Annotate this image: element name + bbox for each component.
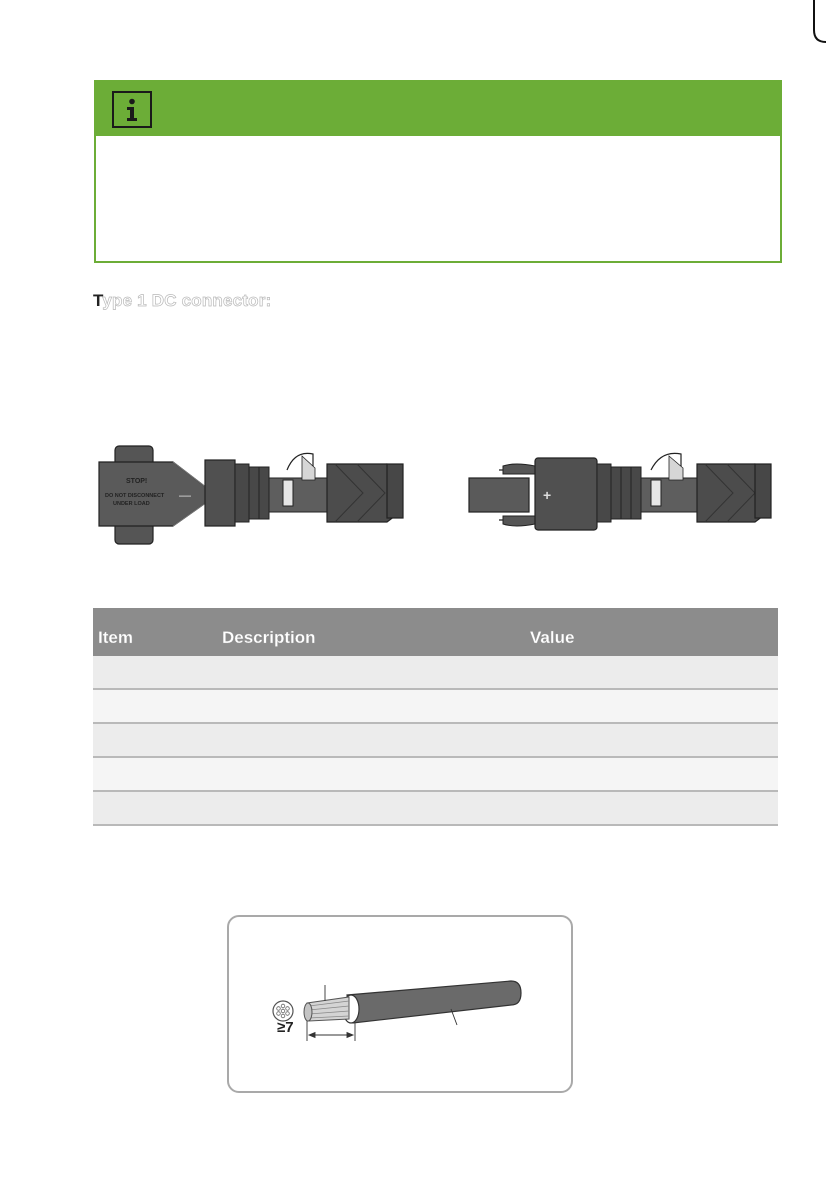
notice-body — [96, 136, 780, 168]
table-cell — [525, 689, 778, 723]
table-cell — [93, 791, 217, 825]
info-icon — [112, 91, 152, 128]
table-row — [93, 656, 778, 689]
table-cell — [217, 656, 525, 689]
header-value: Value — [525, 608, 778, 656]
cable-strip-figure — [227, 915, 573, 1093]
table-cell — [93, 689, 217, 723]
positive-symbol: + — [543, 487, 552, 503]
table-row — [93, 757, 778, 791]
connector-spec-table — [93, 608, 778, 826]
table-row — [93, 791, 778, 825]
header-description: Description — [217, 608, 525, 656]
negative-stop-label: STOP! — [126, 478, 148, 485]
header-item: Item — [93, 608, 217, 656]
table-cell — [93, 656, 217, 689]
table-cell — [525, 656, 778, 689]
stripped-cable-illustration — [229, 917, 571, 1091]
negative-connector — [99, 446, 403, 544]
positive-connector — [469, 453, 771, 530]
negative-symbol: — — [179, 488, 191, 502]
table-cell — [217, 689, 525, 723]
dc-connector-illustration — [95, 440, 785, 550]
cable-cross-section-icon — [273, 1001, 293, 1021]
table-cell — [525, 723, 778, 757]
strip-length-label: ≥7 — [277, 1019, 294, 1036]
heading-first-letter: T — [93, 291, 103, 310]
info-glyph-icon — [125, 98, 139, 122]
table-header-row — [93, 608, 778, 656]
table-cell — [93, 757, 217, 791]
table-cell — [217, 757, 525, 791]
negative-warning-line2: DO NOT DISCONNECT — [105, 493, 165, 499]
page-edge-mark — [812, 0, 828, 44]
information-notice — [94, 80, 782, 263]
table-cell — [525, 791, 778, 825]
notice-header — [96, 82, 780, 136]
strip-length-dimension — [307, 1021, 355, 1041]
table-cell — [217, 791, 525, 825]
negative-warning-line3: UNDER LOAD — [113, 501, 150, 507]
table-cell — [525, 757, 778, 791]
table-row — [93, 689, 778, 723]
table-cell — [217, 723, 525, 757]
table-row — [93, 723, 778, 757]
heading-rest: ype 1 DC connector: — [102, 291, 272, 310]
section-heading — [93, 291, 271, 311]
table-cell — [93, 723, 217, 757]
